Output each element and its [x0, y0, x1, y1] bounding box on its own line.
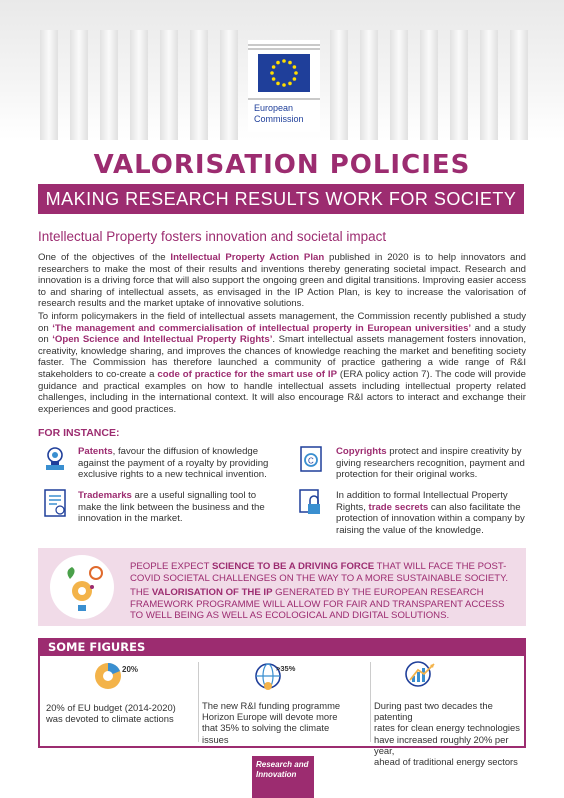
trade-secrets-item [336, 490, 526, 536]
text-line: ahead of traditional energy sectors [374, 756, 518, 768]
svg-text:C: C [308, 456, 314, 466]
logo-text-commission: Commission [254, 114, 304, 124]
text-run: and a study on [38, 322, 526, 346]
callout-emphasis: VALORISATION OF THE IP [151, 587, 273, 598]
item-bold-label: Copyrights [336, 446, 387, 457]
trademarks-item [78, 490, 278, 525]
item-bold-label: trade secrets [368, 501, 429, 513]
text-run: GENERATED BY THE EUROPEAN RESEARCH FRAMEWORK PROGRAMME WILL ALLOW FOR FAIR AND TRANSPARENT ACCESS TO WELL BEING AS WELL AS ECOLOGICAL AND DIGITAL SOLUTIONS. [130, 587, 505, 621]
text-line: During past two decades the patenting [374, 700, 493, 723]
study-title-open-science: ‘Open Science and Intellectual Property Rights’ [52, 334, 273, 346]
figure-badge: >35% [276, 664, 296, 673]
item-text: can also facilitate the protection of innovation within a company by raising the value of the knowledge. [336, 501, 525, 536]
innovation-illustration [50, 555, 114, 619]
text-run: THE [130, 587, 152, 598]
figure-text-3 [374, 700, 524, 767]
callout-text-2 [130, 587, 520, 622]
section-heading: Intellectual Property fosters innovation and societal impact [38, 229, 387, 244]
figures-heading: SOME FIGURES [48, 640, 146, 654]
text-line: issues [202, 733, 229, 745]
item-bold-label: Patents [78, 446, 113, 457]
patents-item [78, 446, 278, 481]
text-line: rates for clean energy technologies [374, 722, 520, 734]
text-line: 20% of EU budget (2014-2020) [46, 702, 176, 713]
text-run: (ERA policy action 7). The code will provide guidance and practical examples on how to handle intellectual assets including intellectual property related challenges, including in the international context. It will also encourage R&I actors to interact and exchange their experiences and good practices. [38, 368, 526, 415]
eu-flag-icon [258, 54, 310, 92]
item-text: , favour the diffusion of knowledge against the payment of a royalty by providing exclusive rights to a new technical invention. [78, 446, 269, 480]
item-bold-label: Trademarks [78, 490, 132, 501]
item-text: protect and inspire creativity by giving researchers recognition, payment and protection for their original works. [336, 446, 525, 480]
logo-text-european: European [254, 103, 294, 113]
text-line: The new R&I funding programme [202, 700, 341, 711]
text-run: published in 2020 is to help innovators and researchers to make the most of their results and inventions thereby generating societal impact. Research and innovation is a driving force that will also support the ongoing green and digital transitions. Improving easier access to and sharing of intellectual assets, as envisaged in the IP Action Plan, is key to increase the valorisation of research results and the market uptake of innovative solutions. [38, 252, 527, 310]
patent-icon [40, 444, 70, 474]
policy-paragraph [38, 311, 526, 415]
text-run: One of the objectives of the [38, 252, 171, 263]
divider [198, 662, 199, 742]
page-subtitle: MAKING RESEARCH RESULTS WORK FOR SOCIETY [38, 184, 524, 214]
for-instance-heading: FOR INSTANCE: [38, 427, 120, 439]
copyrights-item [336, 446, 526, 481]
figure-text-1 [46, 702, 176, 724]
item-text: In addition to formal Intellectual Property Rights, [336, 490, 508, 513]
intro-paragraph [38, 252, 526, 310]
copyright-icon [296, 444, 326, 474]
text-run: PEOPLE EXPECT [130, 561, 212, 572]
research-innovation-label [256, 760, 308, 779]
pie-chart-icon [92, 660, 124, 697]
text-line: that 35% to solving the climate [202, 722, 330, 734]
text-line: Horizon Europe will devote more [202, 711, 338, 723]
european-commission-logo [248, 40, 320, 132]
ip-action-plan-link: Intellectual Property Action Plan [170, 252, 325, 263]
figure-badge: 20% [122, 665, 139, 674]
text-line: was devoted to climate actions [46, 713, 174, 725]
figure-text-2 [202, 700, 366, 745]
trademark-icon [40, 488, 70, 518]
callout-emphasis: SCIENCE TO BE A DRIVING FORCE [211, 561, 375, 572]
text-line: Innovation [256, 769, 297, 779]
growth-chart-icon [404, 660, 440, 697]
page-title: VALORISATION POLICIES [93, 150, 471, 180]
callout-text-1 [130, 561, 520, 584]
text-line: Research and [256, 760, 309, 769]
code-of-practice-text: code of practice for the smart use of IP [157, 368, 337, 380]
divider [370, 662, 371, 742]
text-run: . Smart intellectual assets management fosters innovation, creativity, knowledge sharing, and improves the chances of knowledge reaching the market and benefiting society faster. The Commission has therefore launched a community of practice gathering a wide range of R&I stakeholders to co-create a [38, 334, 527, 380]
study-title-universities: ‘The management and commercialisation of intellectual property in European universities’ [52, 322, 472, 334]
text-run: THAT WILL FACE THE POST-COVID SOCIETAL CHALLENGES ON THE WAY TO A MORE SUSTAINABLE SOCIETY. [130, 561, 508, 584]
item-text: are a useful signalling tool to make the link between the business and the innovation in the market. [78, 490, 265, 524]
text-line: have increased roughly 20% per year, [374, 733, 509, 756]
text-run: To inform policymakers in the field of intellectual assets management, the Commission recently published a study on [38, 311, 526, 334]
trade-secret-icon [296, 488, 326, 518]
